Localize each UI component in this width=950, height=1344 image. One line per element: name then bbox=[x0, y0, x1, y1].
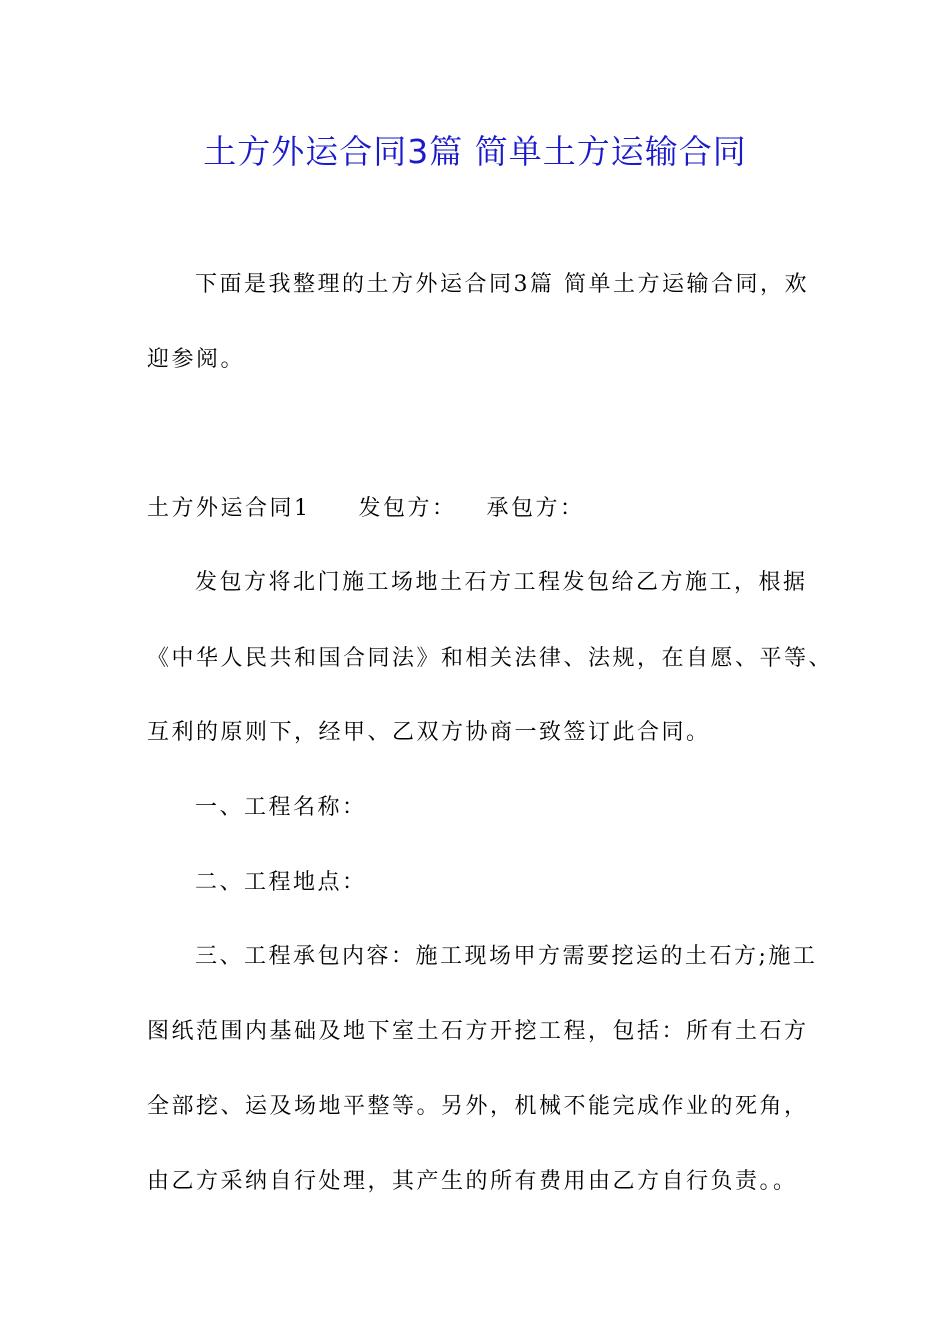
party-b-label: 承包方： bbox=[486, 496, 585, 521]
item-scope-line-1: 三、工程承包内容：施工现场甲方需要挖运的土石方;施工 bbox=[195, 944, 818, 969]
intro-line-2: 迎参阅。 bbox=[147, 347, 246, 372]
intro-line-1: 下面是我整理的土方外运合同3篇 简单土方运输合同，欢 bbox=[195, 272, 809, 297]
paragraph-1-line-3: 互利的原则下，经甲、乙双方协商一致签订此合同。 bbox=[147, 720, 711, 745]
party-a-label: 发包方： bbox=[358, 496, 457, 521]
document-title: 土方外运合同3篇 简单土方运输合同 bbox=[203, 132, 747, 171]
item-project-name: 一、工程名称： bbox=[195, 795, 367, 820]
item-scope-line-2: 图纸范围内基础及地下室土石方开挖工程，包括：所有土石方 bbox=[147, 1019, 809, 1044]
item-project-location: 二、工程地点： bbox=[195, 870, 367, 895]
paragraph-1-line-1: 发包方将北门施工场地土石方工程发包给乙方施工，根据 bbox=[195, 570, 808, 595]
paragraph-1-line-2: 《中华人民共和国合同法》和相关法律、法规，在自愿、平等、 bbox=[147, 646, 834, 671]
item-scope-line-4: 由乙方采纳自行处理，其产生的所有费用由乙方自行负责。。 bbox=[147, 1169, 798, 1194]
contract-heading: 土方外运合同1 bbox=[147, 496, 311, 521]
contract-heading-row bbox=[147, 492, 585, 526]
item-scope-line-3: 全部挖、运及场地平整等。另外，机械不能完成作业的死角， bbox=[147, 1094, 809, 1119]
